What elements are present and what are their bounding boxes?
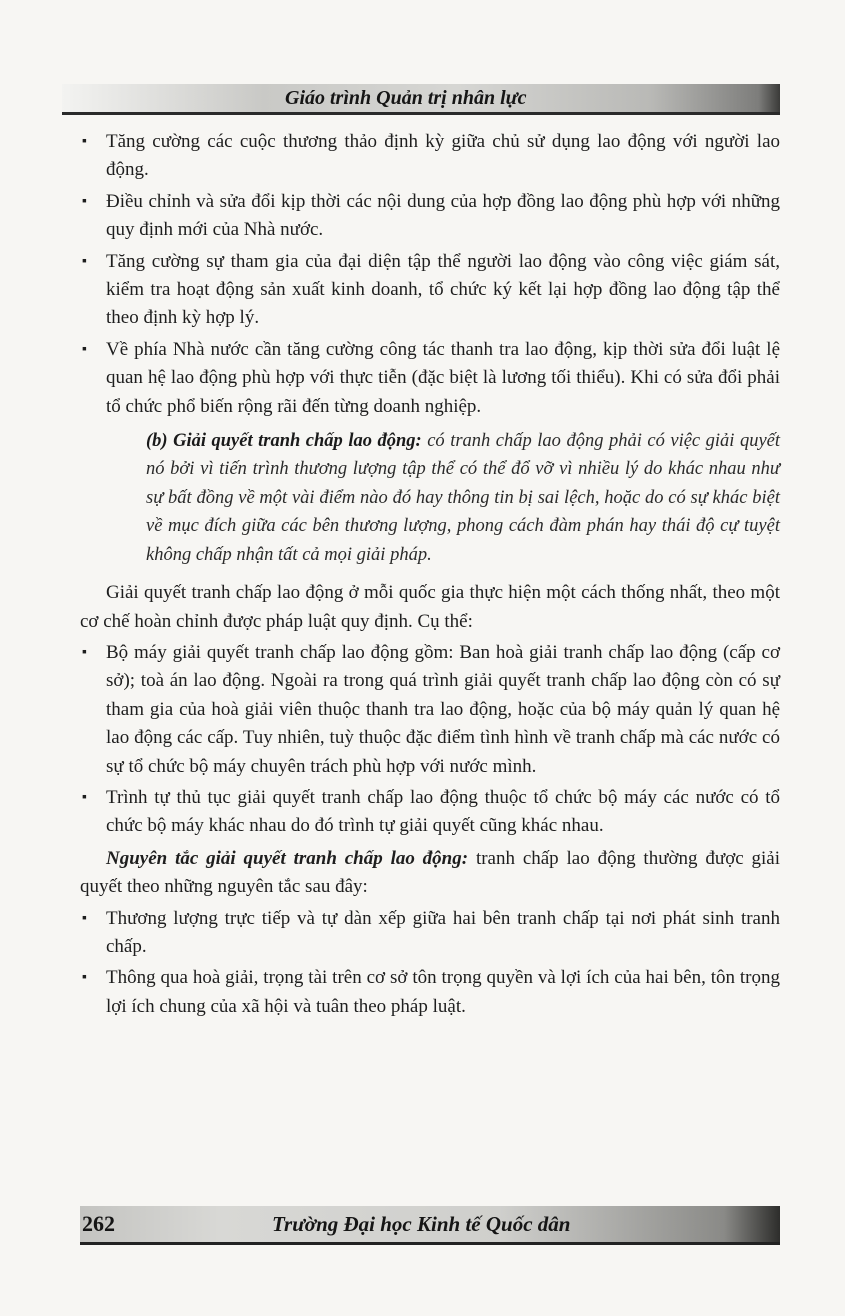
page-number: 262	[82, 1211, 115, 1236]
principles-paragraph	[80, 845, 780, 902]
list-item: ▪ Về phía Nhà nước cần tăng cường công tác thanh tra lao động, kịp thời sửa đổi luật lệ quan hệ lao động phù hợp với thực tiễn (đặc biệt là lương tối thiểu). Khi có sửa đổi phải tổ chức phổ biến rộng rãi đến từng doanh nghiệp.	[80, 336, 780, 421]
section-b-paragraph	[80, 427, 780, 569]
section-b-heading: (b) Giải quyết tranh chấp lao động:	[146, 431, 422, 452]
section-b-text: có tranh chấp lao động phải có việc giải quyết nó bởi vì tiến trình thương lượng tập thể có thể đổ vỡ vì nhiều lý do khác nhau như sự bất đồng về một vài điểm nào đó hay thông tin bị sai lệch, hoặc do có sự khác biệt về mục đích giữa các bên thương lượng, phong cách đàm phán hay thái độ cự tuyệt không chấp nhận tất cả mọi giải pháp.	[146, 431, 781, 565]
running-header-title: Giáo trình Quản trị nhân lực	[285, 87, 527, 109]
list-item: ▪ Bộ máy giải quyết tranh chấp lao động gồm: Ban hoà giải tranh chấp lao động (cấp cơ sở); toà án lao động. Ngoài ra trong quá trình giải quyết tranh chấp lao động còn có sự tham gia của hoà giải viên thuộc thanh tra lao động, hoặc của bộ máy quản lý quan hệ lao động các cấp. Tuy nhiên, tuỳ thuộc đặc điểm tình hình về tranh chấp mà các nước có sự tổ chức bộ máy chuyên trách phù hợp với nước mình.	[80, 639, 780, 781]
list-item: ▪ Tăng cường các cuộc thương thảo định kỳ giữa chủ sử dụng lao động với người lao động.	[80, 128, 780, 185]
running-footer-title: Trường Đại học Kinh tế Quốc dân	[272, 1212, 571, 1236]
list-item: ▪ Trình tự thủ tục giải quyết tranh chấp lao động thuộc tổ chức bộ máy các nước có tổ chức bộ máy khác nhau do đó trình tự giải quyết cũng khác nhau.	[80, 784, 780, 841]
list-item: ▪ Thương lượng trực tiếp và tự dàn xếp giữa hai bên tranh chấp tại nơi phát sinh tranh chấp.	[80, 905, 780, 962]
principles-text: tranh chấp lao động thường được giải quyết theo những nguyên tắc sau đây:	[80, 847, 781, 898]
principles-heading: Nguyên tắc giải quyết tranh chấp lao động:	[106, 847, 469, 869]
page-body	[80, 128, 780, 1024]
list-item: ▪ Tăng cường sự tham gia của đại diện tập thể người lao động vào công việc giám sát, kiểm tra hoạt động sản xuất kinh doanh, tổ chức ký kết lại hợp đồng lao động tập thể theo định kỳ hợp lý.	[80, 248, 780, 333]
list-item: ▪ Thông qua hoà giải, trọng tài trên cơ sở tôn trọng quyền và lợi ích của hai bên, tôn trọng lợi ích chung của xã hội và tuân theo pháp luật.	[80, 964, 780, 1021]
paragraph: Giải quyết tranh chấp lao động ở mỗi quốc gia thực hiện một cách thống nhất, theo một cơ chế hoàn chỉnh được pháp luật quy định. Cụ thể:	[80, 582, 780, 632]
list-item: ▪ Điều chỉnh và sửa đổi kịp thời các nội dung của hợp đồng lao động phù hợp với những quy định mới của Nhà nước.	[80, 188, 780, 245]
